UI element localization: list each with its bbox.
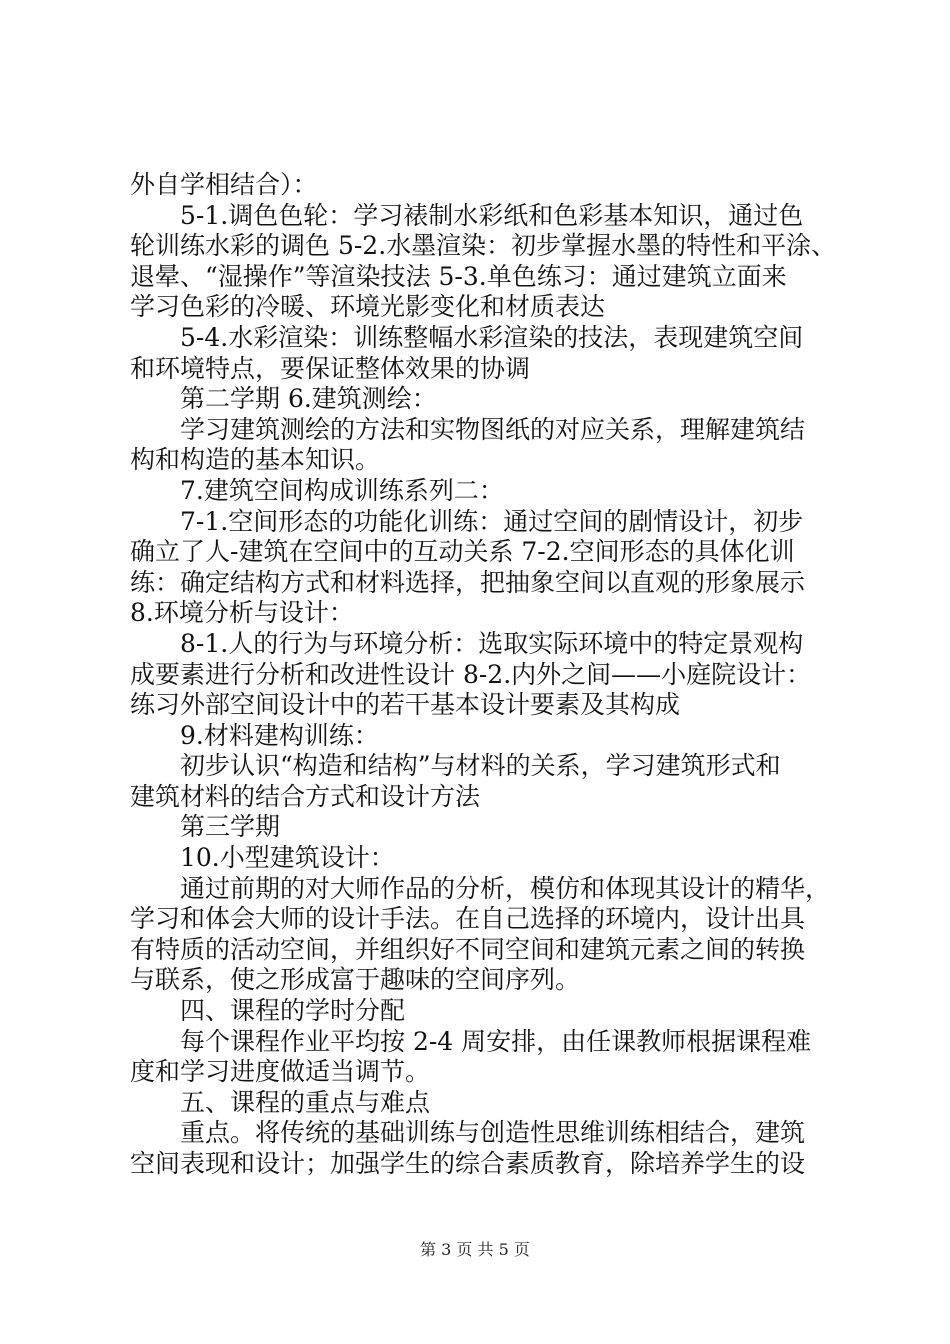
text-line: 学习和体会大师的设计手法。在自己选择的环境内，设计出具 — [130, 904, 806, 934]
text-line: 每个课程作业平均按 2-4 周安排，由任课教师根据课程难 — [180, 1026, 812, 1056]
text-line: 空间表现和设计；加强学生的综合素质教育，除培养学生的设 — [130, 1149, 806, 1178]
text-line: 9.材料建构训练： — [180, 720, 379, 750]
text-line: 轮训练水彩的调色 5-2.水墨渲染：初步掌握水墨的特性和平涂、 — [130, 231, 837, 261]
page-footer: 第 3 页 共 5 页 — [420, 1240, 530, 1259]
text-line: 建筑材料的结合方式和设计方法 — [130, 781, 481, 811]
text-line: 7.建筑空间构成训练系列二： — [180, 475, 504, 505]
text-line: 5-4.水彩渲染：训练整幅水彩渲染的技法，表现建筑空间 — [180, 322, 804, 352]
text-line: 四、课程的学时分配 — [180, 996, 406, 1026]
text-line: 学习建筑测绘的方法和实物图纸的对应关系，理解建筑结 — [180, 414, 806, 444]
text-line: 7-1.空间形态的功能化训练：通过空间的剧情设计，初步 — [180, 506, 804, 536]
text-line: 第二学期 6.建筑测绘： — [180, 384, 437, 414]
text-line: 成要素进行分析和改进性设计 8-2.内外之间——小庭院设计： — [130, 659, 812, 689]
text-line: 5-1.调色色轮：学习裱制水彩纸和色彩基本知识，通过色 — [180, 200, 804, 230]
text-line: 练习外部空间设计中的若干基本设计要素及其构成 — [130, 690, 681, 720]
text-line: 度和学习进度做适当调节。 — [130, 1057, 431, 1087]
text-line: 重点。将传统的基础训练与创造性思维训练相结合，建筑 — [180, 1118, 806, 1148]
text-line: 10.小型建筑设计： — [180, 843, 395, 873]
text-line: 8-1.人的行为与环境分析：选取实际环境中的特定景观构 — [180, 628, 804, 658]
text-line: 初步认识“构造和结构”与材料的关系，学习建筑形式和 — [180, 751, 781, 781]
text-line: 8.环境分析与设计： — [130, 598, 354, 628]
text-line: 与联系，使之形成富于趣味的空间序列。 — [130, 965, 581, 995]
text-line: 学习色彩的冷暖、环境光影变化和材质表达 — [130, 292, 606, 322]
text-line: 退晕、“湿操作”等渲染技法 5-3.单色练习：通过建筑立面来 — [130, 261, 787, 291]
text-line: 外自学相结合）： — [130, 170, 318, 199]
document-body — [130, 170, 837, 1180]
text-line: 五、课程的重点与难点 — [180, 1087, 431, 1117]
text-line: 通过前期的对大师作品的分析，模仿和体现其设计的精华， — [180, 873, 831, 903]
text-line: 有特质的活动空间，并组织好不同空间和建筑元素之间的转换 — [130, 934, 806, 964]
text-line: 构和构造的基本知识。 — [130, 445, 381, 475]
text-line: 练：确定结构方式和材料选择，把抽象空间以直观的形象展示 — [130, 567, 806, 597]
text-line: 和环境特点，要保证整体效果的协调 — [130, 353, 531, 383]
text-line: 第三学期 — [180, 812, 281, 842]
text-line: 确立了人-建筑在空间中的互动关系 7-2.空间形态的具体化训 — [130, 537, 795, 567]
